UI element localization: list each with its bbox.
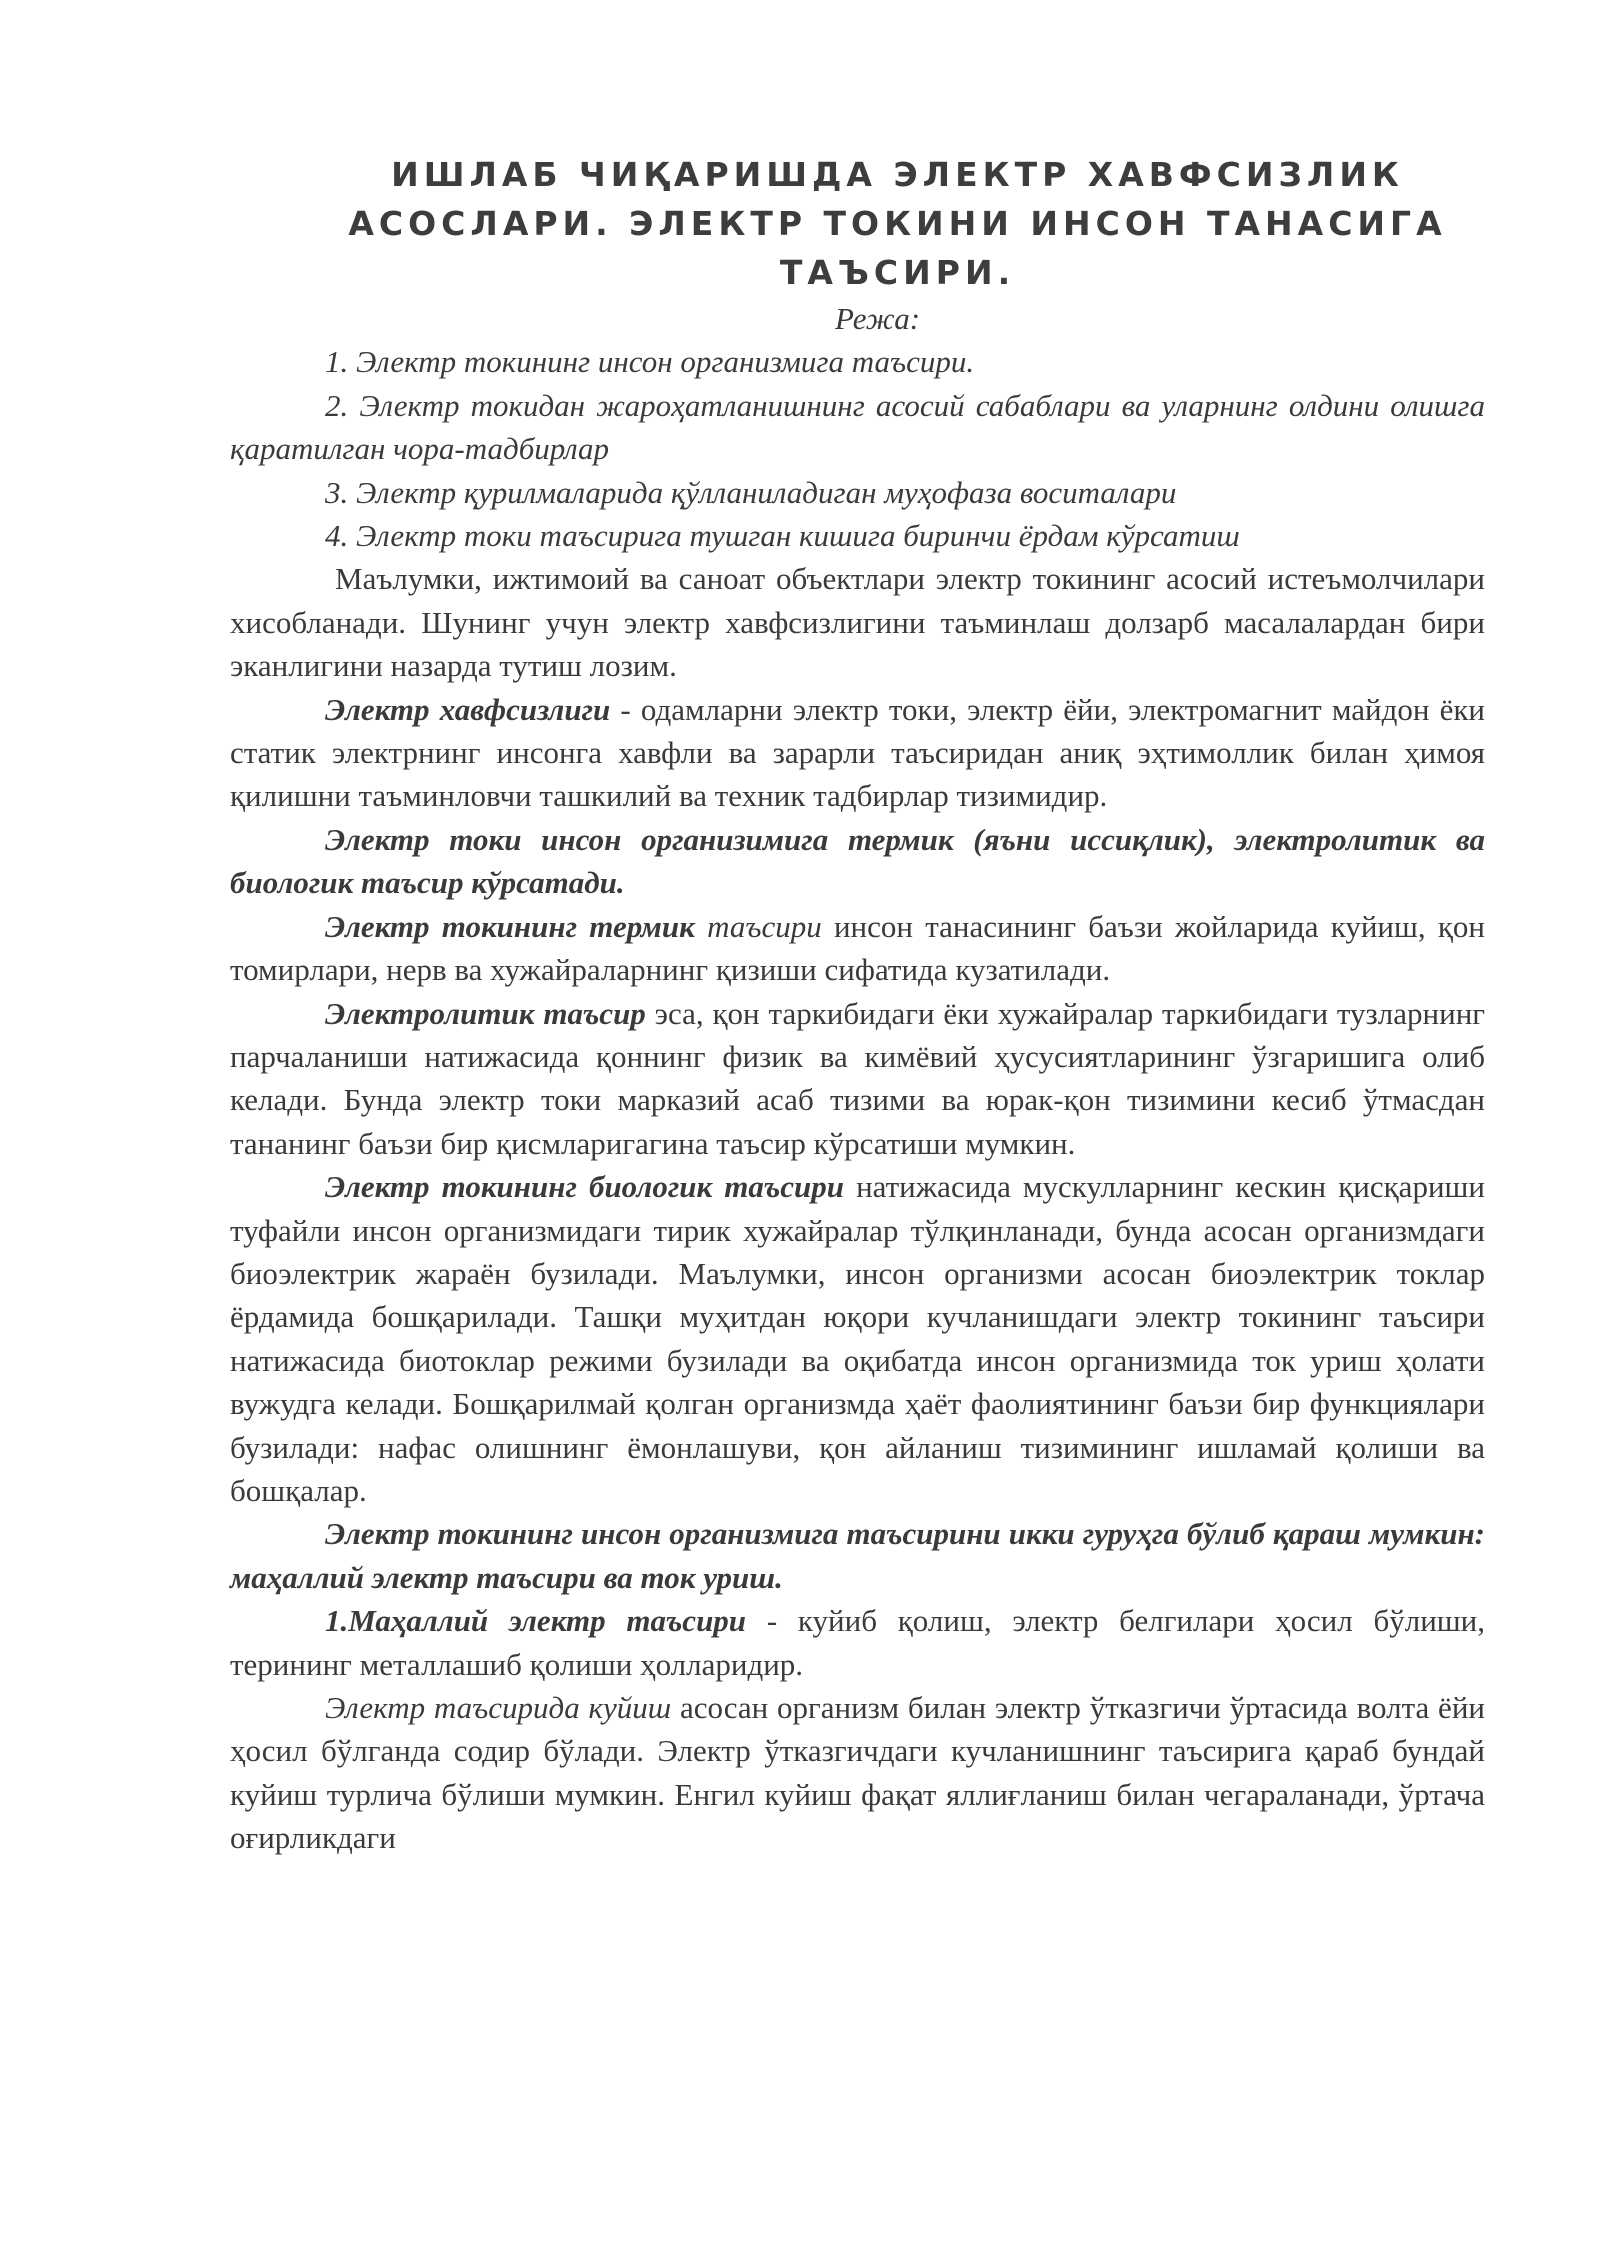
paragraph-effects-summary: Электр токи инсон организимига термик (яъни иссиқлик), электролитик ва биологик таъсир кўрсатади. — [230, 821, 1485, 901]
paragraph-text: инсон танасининг баъзи жойларида куйиш, қон томирлари, нерв ва хужайраларнинг қизиши сифатида кузатилади. — [230, 908, 1485, 988]
plan-item-4: 4. Электр токи таъсирига тушган кишига биринчи ёрдам кўрсатиш — [325, 518, 1240, 554]
term-effect: таъсири — [694, 908, 822, 944]
term-local-effect: 1.Маҳаллий электр таъсири — [325, 1603, 747, 1639]
document-page — [230, 150, 1485, 1860]
paragraph-text: - куйиб қолиш, электр белгилари ҳосил бўлиши, терининг металлашиб қолиши ҳолларидир. — [230, 1603, 1485, 1682]
paragraph-text: натижасида мускулларнинг кескин қисқариши туфайли инсон организмидаги тирик хужайралар тўлқинланади, бунда асосан организмдаги биоэлектрик жараён бузилади. Маълумки, инсон организми асосан биоэлектрик токлар ёрдамида бошқарилади. Ташқи муҳитдан юқори кучланишдаги электр токининг таъсири натижасида биотоклар режими бузилади ва оқибатда инсон организмида ток уриш ҳолати вужудга келади. Бошқарилмай қолган организмда ҳаёт фаолиятининг баъзи бир функциялари бузилади: нафас олишнинг ёмонлашуви, қон айланиш тизимининг ишламай қолиши ва бошқалар. — [230, 1169, 1485, 1508]
document-title: ИШЛАБ ЧИҚАРИШДА ЭЛЕКТР ХАВФСИЗЛИК АСОСЛАРИ. ЭЛЕКТР ТОКИНИ ИНСОН ТАНАСИГА ТАЪСИРИ. — [348, 155, 1447, 292]
paragraph-thermal-effect — [230, 905, 1485, 992]
term-electrolytic: Электролитик таъсир — [325, 995, 646, 1031]
term-burns: Электр таъсирида куйиш — [325, 1690, 672, 1725]
paragraph-text: эса, қон таркибидаги ёки хужайралар таркибидаги тузларнинг парчаланиши натижасида қоннинг физик ва кимёвий ҳусусиятларининг ўзгаришига олиб келади. Бунда электр токи марказий асаб тизими ва юрак-қон тизимини кесиб ўтмасдан тананинг баъзи бир қисмларигагина таъсир кўрсатиши мумкин. — [230, 995, 1486, 1161]
term-thermal: Электр токининг термик — [325, 908, 695, 944]
paragraph-electrical-safety — [230, 688, 1485, 818]
paragraph-text: асосан организм билан электр ўтказгичи ўртасида волта ёйи ҳосил бўлганда содир бўлади. Электр ўтказгичдаги кучланишнинг таъсирига қараб бундай куйиш турлича бўлиши мумкин. Енгил куйиш фақат яллиғланиш билан чегараланади, ўртача оғирликдаги — [230, 1690, 1485, 1856]
paragraph-text: - одамларни электр токи, электр ёйи, электромагнит майдон ёки статик электрнинг инсонга хавфли ва зарарли таъсиридан аниқ эҳтимоллик билан ҳимоя қилишни таъминловчи ташкилий ва техник тадбирлар тизимидир. — [230, 691, 1486, 814]
plan-heading: Режа: — [834, 301, 921, 336]
paragraph-intro: Маълумки, ижтимоий ва саноат объектлари электр токининг асосий истеъмолчилари хисобланади. Шунинг учун электр хавфсизлигини таъминлаш долзарб масалалардан бири эканлигини назарда тутиш лозим. — [230, 561, 1485, 684]
paragraph-burns — [230, 1686, 1485, 1860]
plan-item-2: 2. Электр токидан жароҳатланишнинг асосий сабаблари ва уларнинг олдини олишга қаратилган чора-тадбирлар — [230, 387, 1485, 467]
paragraph-electrolytic-effect — [230, 992, 1485, 1166]
plan-item-3: 3. Электр қурилмаларида қўлланиладиган муҳофаза воситалари — [325, 474, 1177, 510]
term-electrical-safety: Электр хавфсизлиги — [325, 691, 611, 727]
paragraph-local-effect — [230, 1599, 1485, 1686]
term-biological: Электр токининг биологик таъсири — [325, 1169, 844, 1205]
paragraph-two-groups: Электр токининг инсон организмига таъсирини икки гуруҳга бўлиб қараш мумкин: маҳаллий электр таъсири ва ток уриш. — [230, 1516, 1485, 1595]
plan-item-1: 1. Электр токининг инсон организмига таъсири. — [325, 344, 975, 380]
paragraph-biological-effect — [230, 1165, 1485, 1512]
